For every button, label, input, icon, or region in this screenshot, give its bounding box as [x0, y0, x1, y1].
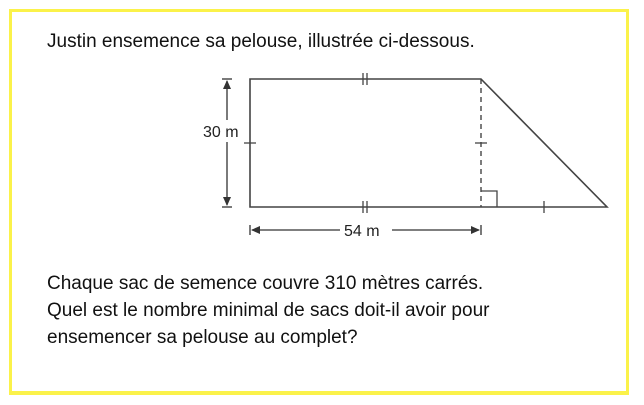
width-arrow-right: [471, 226, 480, 234]
problem-intro: Justin ensemence sa pelouse, illustrée ci-dessous.: [47, 31, 475, 52]
width-arrow-left: [251, 226, 260, 234]
question-line: Chaque sac de semence couvre 310 mètres carrés.: [47, 273, 484, 294]
question-line: ensemencer sa pelouse au complet?: [47, 327, 358, 348]
width-label: 54 m: [344, 223, 380, 240]
right-angle-marker: [481, 191, 497, 207]
question-line: Quel est le nombre minimal de sacs doit-il avoir pour: [47, 300, 490, 321]
height-label: 30 m: [203, 124, 239, 141]
height-dimension: [222, 79, 232, 207]
height-arrow-up: [223, 80, 231, 89]
problem-question: [47, 270, 489, 351]
height-arrow-down: [223, 197, 231, 206]
lawn-shape: [250, 79, 607, 207]
